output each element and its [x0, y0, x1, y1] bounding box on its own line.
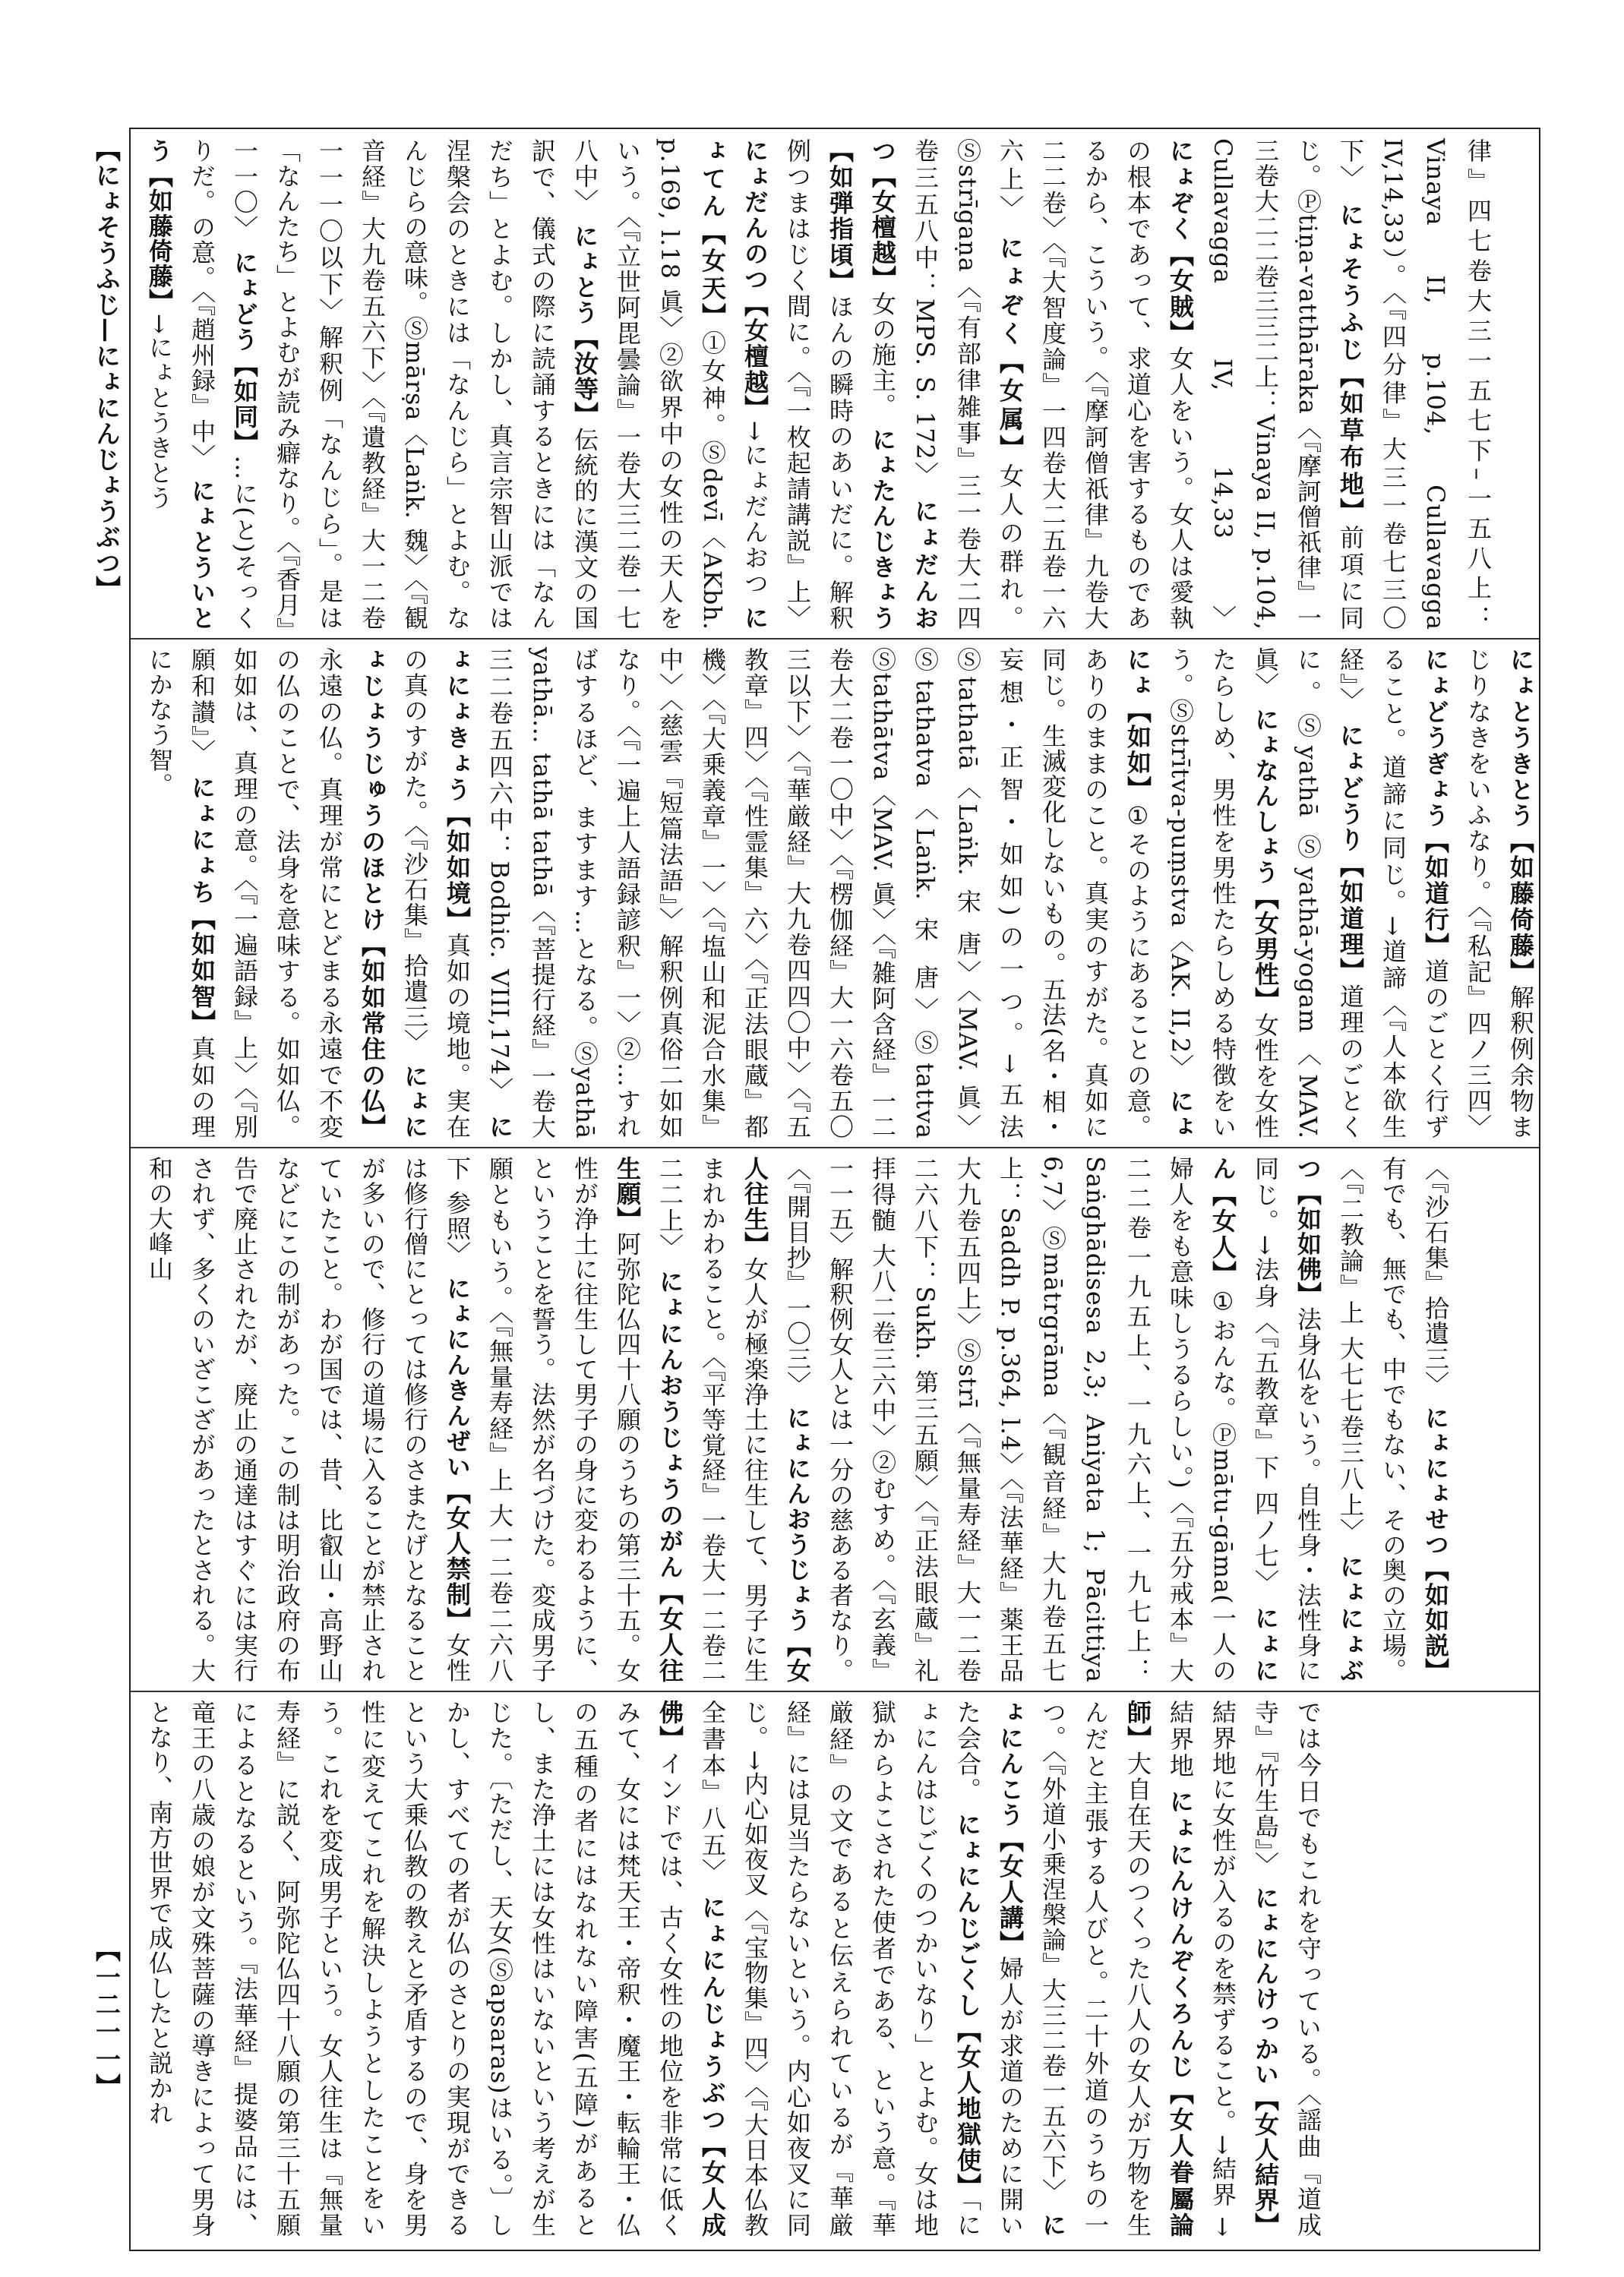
headword: にょどう【如同】: [230, 250, 259, 456]
headword: にょなんしょう【女男性】: [1251, 706, 1280, 1012]
headword: にょにんじごくし【女人地獄使】: [953, 1811, 982, 2200]
entry: [1038, 1700, 1195, 2238]
entry: [1421, 1156, 1450, 1397]
entry-body: ①女神。Ⓢdevī〈AKbh. p.169, l.18 眞〉②欲界中の女性の天人をいう。〈『立世阿毘曇論』一卷大三二卷一七八中〉: [570, 138, 727, 631]
headword: にょとういとう【如藤倚藤】: [145, 138, 216, 631]
entry-body: 前項に同じ。Ⓟtiṇa-vatthāraka〈『摩訶僧祇律』一三卷大二二卷三三二上：Vinaya II, p.104, Cullavagga IV, 14,33〉: [1209, 138, 1365, 631]
headword: にょにんおうじょう【女人往生】: [741, 1156, 812, 1684]
headword: にょたんじきょう【如弾指頃】: [826, 138, 897, 631]
tier-divider: [131, 1691, 1539, 1692]
tier-3: [138, 1156, 1531, 1683]
tier-4: [138, 1700, 1531, 2238]
entry-body: 道理のごとくに。Ⓢyathā Ⓢyathā-yogam〈MAV. 眞〉: [1251, 647, 1365, 1139]
tier-divider: [131, 1147, 1539, 1148]
entry-body: 有でも、無でも、中でもない、その奥の立場。〈『二教論』上 大七七卷三八上〉: [1336, 1156, 1408, 1683]
headword: にょにんおうじょうのがん【女人往生願】: [613, 1156, 684, 1684]
entry-body: →にょとうきとう: [145, 314, 174, 510]
entry-body: ほんの瞬時のあいだに。解釈例つまはじく間に。〈『一枚起請講説』上〉: [783, 138, 855, 631]
headword: にょだんのつ【女檀越】: [741, 138, 769, 421]
entry-body: 真如の境地。実在の真のすがた。〈『沙石集』拾遺三〉: [400, 647, 472, 1140]
headword: にょにんきんぜい【女人禁制】: [443, 1275, 472, 1633]
entry: [698, 1700, 982, 2238]
entry: [485, 647, 1195, 1139]
entry-body: では今日でもこれを守っている。〈謡曲『道成寺』『竹生島』〉: [1251, 1700, 1322, 2238]
entry: [741, 138, 769, 596]
entry-body: 伝統的に漢文の国訳で、儀式の際に読誦するときには「なんだち」とよむ。しかし、真言宗智山派では涅槃会のときには「なんじら」とよむ。なんじらの意味。Ⓢmārṣa〈Laṅk. 魏〉〈『観音経』大九卷五六下〉〈『遺教経』大一二卷一一一〇以下〉解釈例「なんじら」。是は「なんたち」とよむが読み癖なり。〈『香月』一一〇〉: [230, 138, 599, 631]
tier-divider: [131, 638, 1539, 640]
entry-body: 女性は修行僧にとっては修行のさまたげとなることが多いので、修行の道場に入ることが禁止されていたこと。わが国では、昔、比叡山・高野山などにこの制があった。この制は明治政府の布告で廃止されたが、廃止の通達はすぐには実行されず、多くのいざこざがあったとされる。大和の大峰山: [145, 1156, 472, 1684]
headword: にょにんこう【女人講】: [996, 1700, 1067, 2238]
entry-body: 解釈例余物まじりなきをいふなり。〈『私記』四ノ三四〉: [1464, 647, 1535, 1140]
headword: にょにょせつ【如如説】: [1421, 1405, 1450, 1684]
tier-2: [138, 647, 1535, 1140]
entry-body: →にょだんおつ: [741, 420, 769, 597]
entry-body: 女性を女性たらしめ、男性を男性たらしめる特徴をいう。Ⓢstrītva-puṃstva〈AK. II,2〉: [1166, 647, 1280, 1140]
tier-3-text: [138, 1156, 1457, 1683]
tier-2-text: [138, 647, 1542, 1139]
headword: にょにん【女人】: [1209, 1156, 1280, 1684]
entry: [443, 1156, 684, 1683]
headword: にょそうふじ【如草布地】: [1336, 202, 1365, 525]
entry-body: 道のごとく行ずること。道諦に同じ。→道諦〈『人本欲生経』〉: [1336, 647, 1450, 1140]
entry-body: …に(と)そっくりだ。の意。〈『趙州録』中〉: [188, 138, 259, 631]
tier-4-text: [138, 1700, 1329, 2238]
entry: [230, 138, 599, 630]
headword: にょにんじょうぶつ【女人成佛】: [656, 1700, 727, 2238]
page-number: 【一二一一】: [92, 1937, 122, 2101]
entry-body: 阿弥陀仏四十八願のうちの第三十五。女性が浄土に往生して男子の身に変わるように、ということを誓う。法然が名づけた。変成男子願ともいう。〈『無量寿経』上 大一二卷二六八下 参照〉: [443, 1156, 642, 1684]
page-frame: [129, 128, 1540, 2251]
headword: にょとうきとう【如藤倚藤】: [1506, 647, 1535, 985]
entry-body: 「にょにんはじごくのつかいなり」とよむ。女は地獄からよこされた使者である、という意。『華厳経』の文であると伝えられているが『華厳経』には見当たらないという。内心如夜叉に同じ。→内心如夜叉〈『宝物集』四〉〈『大日本仏教全書本』八五〉: [698, 1700, 982, 2238]
headword: にょにょきょう【如如境】: [443, 647, 514, 1140]
entry-body: 女人の群れ。Ⓢstrīgaṇa〈『有部律雑事』三一卷大二四卷三五八中：MPS. S. 172〉: [911, 138, 1025, 631]
entry: [1209, 138, 1365, 630]
entry: [145, 1156, 472, 1683]
entry-body: 結界地に女性が入るのを禁ずること。→結界 →結界地: [1166, 1700, 1237, 2238]
headword: にょてん【女天】: [698, 138, 769, 631]
headword: にょどうり【如道理】: [1336, 722, 1365, 984]
headword: にょにょち【如如智】: [188, 775, 216, 1036]
entry: [783, 1156, 1280, 1683]
entry-body: ①おんな。Ⓟmātu-gāma(一人の婦人をも意味しうるらしい。)〈『五分戒本』大二二卷一九五上、一九六上、一九七上：Saṅghādisesa 2,3; Aniyata 1; Pācittiya 6,7〉Ⓢmātrgrāma〈『観音経』大九卷五七上：Saddh P. p.364, l.4〉〈『法華経』薬王品 大九卷五四上〉Ⓢstrī〈『無量寿経』大一二卷二六八下：Sukh. 第三五願〉〈『正法眼蔵』礼拝得髄 大八二卷三六中〉②むすめ。〈『玄義』一一五〉解釈例女人とは一分の慈ある者なり。〈『開目抄』一〇三〉: [783, 1156, 1237, 1684]
entry-body: 永遠の仏。真理が常にとどまる永遠で不変の仏のことで、法身を意味する。如如仏。如如は、真理の意。〈『一遍語録』上〉〈『別願和讃』〉: [188, 647, 344, 1139]
entry: [570, 138, 769, 630]
headword: にょぞく【女属】: [996, 235, 1025, 463]
entry-body: 大自在天のつくった八人の女人が万物を生んだと主張する人びと。二十外道のうちの一つ。〈『外道小乗涅槃論』大三二卷一五六下〉: [1038, 1700, 1152, 2238]
entry-body: インドでは、古く女性の地位を非常に低くみて、女には梵天王・帝釈・魔王・転輪王・仏の五種の者にはなれない障害(五障)があるとし、また浄土には女性はいないという考えが生じた。〔ただし、天女(Ⓢapsaras)はいる。〕しかし、すべての者が仏のさとりの実現ができるという大乗仏教の教えと矛盾するので、身を男性に変えてこれを解決しようとしたことをいう。これを変成男子という。女人往生は『無量寿経』に説く、阿弥陀仏四十八願の第三十五願によるとなるという。『法華経』提婆品には、竜王の八歳の娘が文殊菩薩の導きによって男身となり、南方世界で成仏したと説かれ: [145, 1700, 684, 2238]
headword: にょにんけんぞくろんじ【女人眷屬論師】: [1123, 1700, 1195, 2238]
entry-body: 真如の理にかなう智。: [145, 647, 216, 1139]
entry-body: 女の施主。: [868, 291, 897, 418]
entry-body: 婦人が求道のために開いた会合。: [953, 1700, 1025, 2238]
headword: にょとう【汝等】: [570, 223, 599, 428]
entry-body: 女人が極楽浄土に往生して、男子に生まれかわること。〈『平等覚経』一卷大一二卷二二二上〉: [656, 1156, 769, 1684]
headword: にょにょぶつ【如如佛】: [1294, 1156, 1365, 1684]
running-head: 【にょそうふじ—にょにんじょうぶつ】: [92, 137, 122, 602]
entry: [1166, 647, 1280, 1139]
headword: にょにょ【如如】: [1123, 647, 1195, 1140]
entry-body: 律』四七卷大三一五七下–一五八上：Vinaya II, p.104, Cullavagga IV,14,33）。〈『四分律』大三一卷七三〇下〉: [1336, 138, 1493, 630]
headword: にょにょじょうじゅうのほとけ【如如常住の仏】: [358, 647, 429, 1140]
tier-1: [138, 138, 1531, 630]
entry: [188, 647, 429, 1139]
entry-body: 法身仏をいう。自性身・法性身に同じ。→法身〈『五教章』下 四ノ七〉: [1251, 1156, 1322, 1684]
entry: [145, 1700, 727, 2238]
entry-body: ①そのようにあることの意。ありのままのこと。真実のすがた。真如に同じ。生滅変化しないもの。五法(名・相・妄想・正智・如如)の一つ。→五法 Ⓢtathatā〈Laṅk. 宋 唐〉〈MAV. 眞〉Ⓢtathatva〈Laṅk. 宋 唐〉Ⓢtattva Ⓢtathātva〈MAV. 眞〉〈『雑阿含経』一二卷大二卷一〇中〉〈『楞伽経』大一六卷五〇三以下〉〈『華厳経』大九卷四四〇中〉〈『五教章』四〉〈『性霊集』六〉〈『正法眼蔵』都機〉〈『大乗義章』一〉〈『塩山和泥合水集』中〉〈慈雲『短篇法語』〉解釈例真俗二如如なり。〈『一遍上人語録諺釈』一〉②…すればするほど、ますます…となる。Ⓢyathā yathā… tathā tathā〈『菩提行経』一卷大三二卷五四六中：Bodhic. VIII,174〉: [485, 647, 1152, 1140]
entry: [996, 138, 1195, 630]
headword: にょどうぎょう【如道行】: [1421, 647, 1450, 958]
entry-body: 女人をいう。女人は愛執の根本であって、求道心を害するものであるから、こういう。〈『摩訶僧祇律』九卷大二二卷〉〈『大智度論』一四卷大二五卷一六六上〉: [996, 138, 1195, 631]
headword: にょだんおつ【女檀越】: [868, 138, 940, 631]
tier-1-text: [138, 138, 1499, 630]
entry: [1464, 647, 1535, 1139]
headword: にょぞく【女賊】: [1166, 138, 1195, 346]
headword: にょにんけっかい【女人結界】: [1251, 1885, 1280, 2238]
entry-body: 〈『沙石集』拾遺三〉: [1421, 1156, 1450, 1397]
